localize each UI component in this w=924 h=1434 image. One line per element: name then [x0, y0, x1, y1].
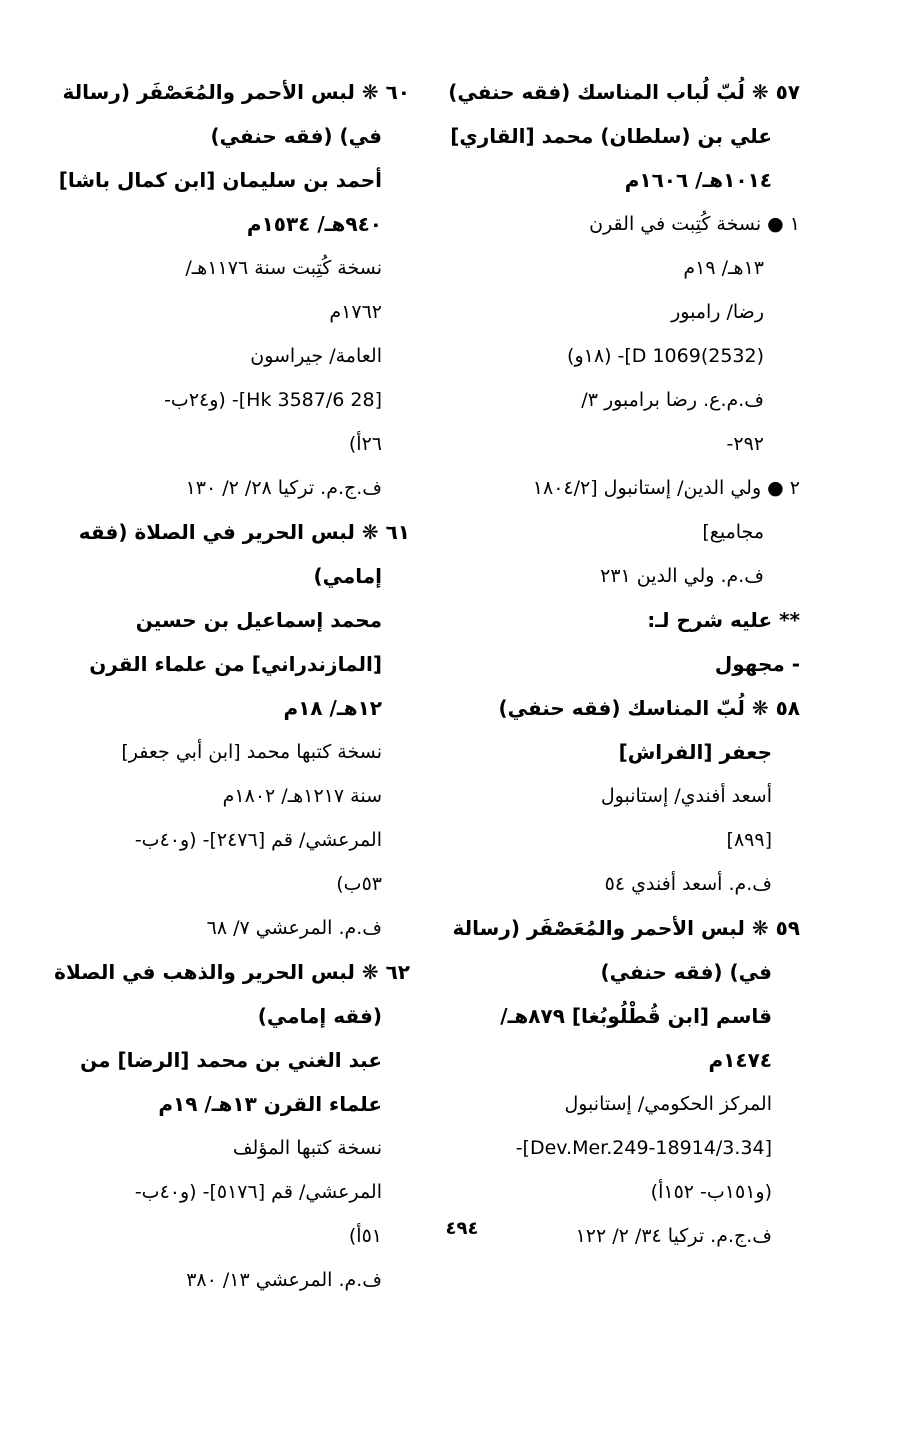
entry-line: ١٠١٤هـ/ ١٦٠٦م — [624, 168, 772, 192]
entry-line: ٥١أ) — [348, 1225, 382, 1247]
page-number: ٤٩٤ — [445, 1218, 479, 1239]
entry-title: ٦١ ❋ لبس الحرير في الصلاة (فقه — [78, 520, 410, 544]
entry-line: في) (فقه حنفي) — [600, 960, 772, 984]
entry-line: ف.م. المرعشي ٧/ ٦٨ — [206, 917, 382, 939]
catalog-entry — [50, 70, 410, 510]
entry-line: ف.م. المرعشي ١٣/ ٣٨٠ — [186, 1269, 382, 1291]
entry-title: ٦٢ ❋ لبس الحرير والذهب في الصلاة — [54, 960, 410, 984]
entry-line: عبد الغني بن محمد [الرضا] من — [80, 1048, 382, 1072]
entry-line: أسعد أفندي/ إستانبول — [600, 785, 772, 807]
entry-line: علي بن (سلطان) محمد [القاري] — [450, 124, 772, 148]
entry-line: ف.م. ولي الدين ٢٣١ — [600, 565, 764, 587]
catalog-entry — [50, 510, 410, 950]
entry-line: ف.ج.م. تركيا ٣٤/ ٢/ ١٢٢ — [575, 1225, 772, 1247]
entry-line: ف.م. أسعد أفندي ٥٤ — [604, 873, 772, 895]
entry-line: (و١٥١ب- ١٥٢أ) — [650, 1181, 772, 1203]
entry-line: جعفر [الفراش] — [618, 740, 772, 764]
entry-line: في) (فقه حنفي) — [210, 124, 382, 148]
entry-line: نسخة كتبها المؤلف — [232, 1137, 382, 1159]
right-column — [440, 70, 800, 1258]
catalog-entry — [50, 950, 410, 1302]
entry-line: نسخة كُتِبت سنة ١١٧٦هـ/ — [185, 257, 382, 279]
entry-title: ٥٨ ❋ لُبّ المناسك (فقه حنفي) — [498, 696, 800, 720]
entry-line: نسخة كتبها محمد [ابن أبي جعفر] — [121, 741, 382, 763]
entry-line: أحمد بن سليمان [ابن كمال باشا] — [58, 168, 382, 192]
entry-line: [المازندراني] من علماء القرن — [89, 652, 382, 676]
entry-line: [٨٩٩] — [726, 829, 772, 851]
entry-line: المرعشي/ قم [٢٤٧٦]- (و٤٠ب- — [134, 829, 382, 851]
entry-title: ٥٧ ❋ لُبّ لُباب المناسك (فقه حنفي) — [448, 80, 800, 104]
entry-line: ٢٦أ) — [348, 433, 382, 455]
entry-line: ٩٤٠هـ/ ١٥٣٤م — [246, 212, 382, 236]
entry-line: رضا/ رامبور — [671, 301, 764, 323]
entry-line: المركز الحكومي/ إستانبول — [564, 1093, 772, 1115]
entry-line: ١٢هـ/ ١٨م — [283, 696, 382, 720]
entry-line: ف.ج.م. تركيا ٢٨/ ٢/ ١٣٠ — [185, 477, 382, 499]
entry-line: قاسم [ابن قُطْلُوبُغا] ٨٧٩هـ/ — [500, 1004, 772, 1028]
entry-line: [34.Dev.Mer.249-18914/3]- — [515, 1137, 772, 1159]
entry-title: ٥٩ ❋ لبس الأحمر والمُعَصْفَر (رسالة — [452, 916, 800, 940]
entry-line: محمد إسماعيل بن حسين — [135, 608, 382, 632]
entry-line: العامة/ جيراسون — [250, 345, 382, 367]
entry-line: مجاميع] — [702, 521, 764, 543]
entry-line: علماء القرن ١٣هـ/ ١٩م — [158, 1092, 382, 1116]
catalog-entry — [440, 906, 800, 1258]
entry-line: D 1069(2532)]- (١٨و) — [567, 345, 764, 367]
entry-line: ١٧٦٢م — [329, 301, 382, 323]
entry-line: ١٤٧٤م — [708, 1048, 772, 1072]
entry-line: ١٣هـ/ ١٩م — [683, 257, 764, 279]
entry-line: إمامي) — [313, 564, 382, 588]
left-column — [50, 70, 410, 1302]
entry-title: ٦٠ ❋ لبس الأحمر والمُعَصْفَر (رسالة — [62, 80, 410, 104]
entry-line: ٥٣ب) — [336, 873, 382, 895]
entry-line: ** عليه شرح لـ: — [647, 608, 800, 632]
entry-line: [28 Hk 3587/6]- (و٢٤ب- — [164, 389, 382, 411]
entry-line: المرعشي/ قم [٥١٧٦]- (و٤٠ب- — [134, 1181, 382, 1203]
catalog-entry — [440, 686, 800, 906]
entry-line: ف.م.ع. رضا برامبور ٣/ — [581, 389, 764, 411]
catalog-entry — [440, 70, 800, 686]
entry-line: (فقه إمامي) — [257, 1004, 382, 1028]
entry-line: - مجهول — [714, 652, 800, 676]
entry-line: ١ ● نسخة كُتِبت في القرن — [589, 213, 800, 235]
entry-line: ٢٩٢- — [726, 433, 764, 455]
entry-line: ٢ ● ولي الدين/ إستانبول [١٨٠٤/٢ — [532, 477, 800, 499]
entry-line: سنة ١٢١٧هـ/ ١٨٠٢م — [222, 785, 382, 807]
